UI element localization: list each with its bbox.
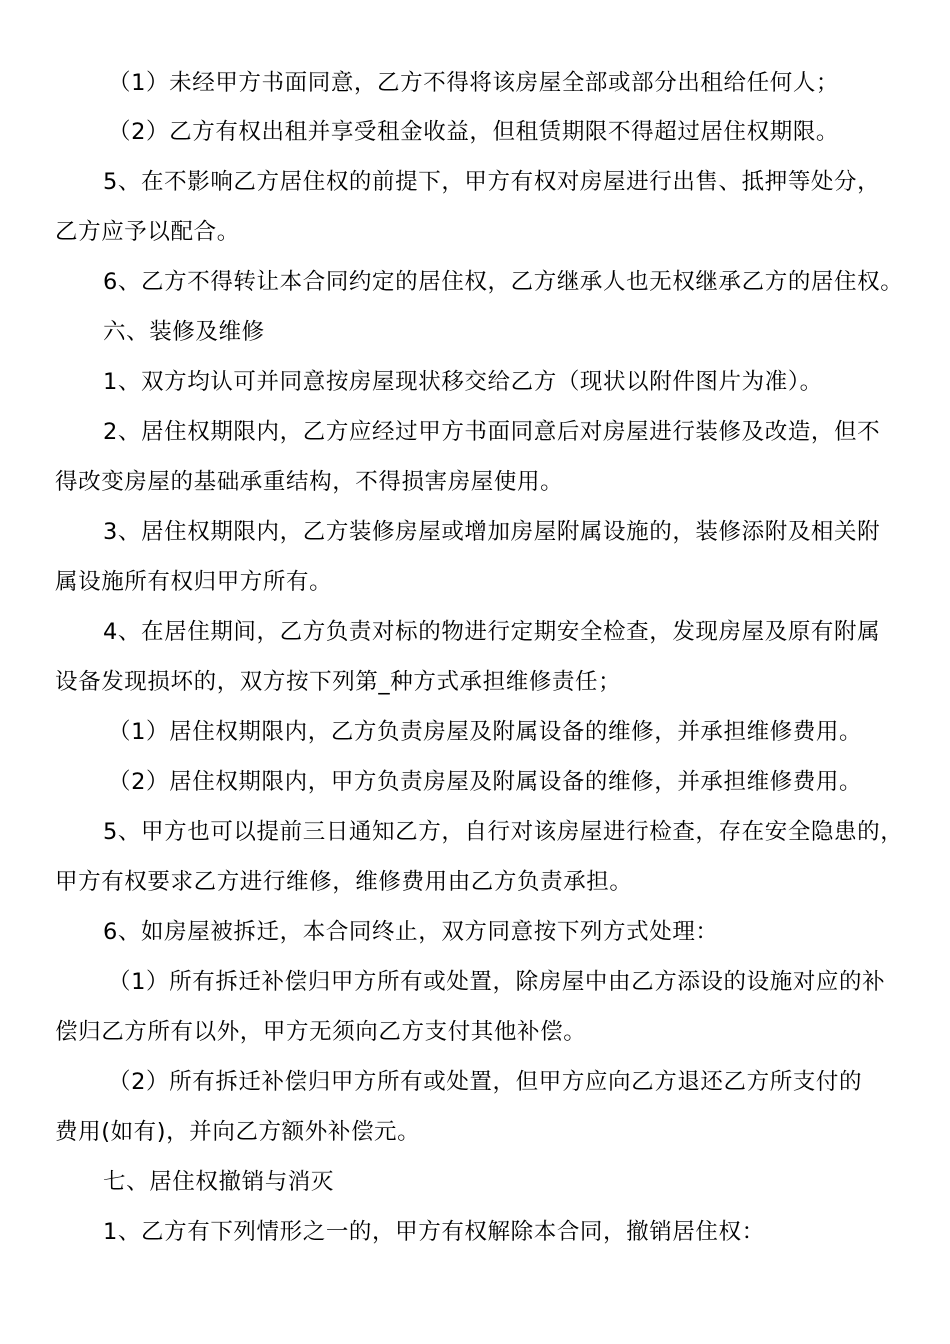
paragraph-line: （2）乙方有权出租并享受租金收益，但租赁期限不得超过居住权期限。: [108, 119, 840, 145]
paragraph-line: 费用(如有)，并向乙方额外补偿元。: [55, 1119, 421, 1145]
paragraph-line: 5、甲方也可以提前三日通知乙方，自行对该房屋进行检查，存在安全隐患的，: [103, 819, 904, 845]
paragraph-line: （2）居住权期限内，甲方负责房屋及附属设备的维修，并承担维修费用。: [108, 769, 863, 795]
paragraph-line: 乙方应予以配合。: [55, 219, 240, 245]
paragraph-line: 6、如房屋被拆迁，本合同终止，双方同意按下列方式处理：: [103, 919, 719, 945]
section-heading: 六、装修及维修: [103, 319, 265, 345]
paragraph-line: （2）所有拆迁补偿归甲方所有或处置，但甲方应向乙方退还乙方所支付的: [108, 1069, 863, 1095]
paragraph-line: （1）所有拆迁补偿归甲方所有或处置，除房屋中由乙方添设的设施对应的补: [108, 969, 886, 995]
paragraph-line: 甲方有权要求乙方进行维修，维修费用由乙方负责承担。: [55, 869, 633, 895]
paragraph-line: （1）居住权期限内，乙方负责房屋及附属设备的维修，并承担维修费用。: [108, 719, 863, 745]
paragraph-line: 属设施所有权归甲方所有。: [55, 569, 333, 595]
paragraph-line: 设备发现损坏的，双方按下列第_种方式承担维修责任；: [55, 669, 622, 695]
paragraph-line: 1、乙方有下列情形之一的，甲方有权解除本合同，撤销居住权：: [103, 1219, 765, 1245]
paragraph-line: （1）未经甲方书面同意，乙方不得将该房屋全部或部分出租给任何人；: [108, 70, 840, 96]
paragraph-line: 5、在不影响乙方居住权的前提下，甲方有权对房屋进行出售、抵押等处分，: [103, 169, 881, 195]
paragraph-line: 得改变房屋的基础承重结构，不得损害房屋使用。: [55, 469, 564, 495]
paragraph-line: 偿归乙方所有以外，甲方无须向乙方支付其他补偿。: [55, 1019, 587, 1045]
section-heading: 七、居住权撤销与消灭: [103, 1169, 335, 1195]
paragraph-line: 4、在居住期间，乙方负责对标的物进行定期安全检查，发现房屋及原有附属: [103, 619, 881, 645]
paragraph-line: 1、双方均认可并同意按房屋现状移交给乙方（现状以附件图片为准）。: [103, 369, 823, 395]
paragraph-line: 2、居住权期限内，乙方应经过甲方书面同意后对房屋进行装修及改造，但不: [103, 419, 881, 445]
paragraph-line: 6、乙方不得转让本合同约定的居住权，乙方继承人也无权继承乙方的居住权。: [103, 269, 904, 295]
paragraph-line: 3、居住权期限内，乙方装修房屋或增加房屋附属设施的，装修添附及相关附: [103, 519, 881, 545]
